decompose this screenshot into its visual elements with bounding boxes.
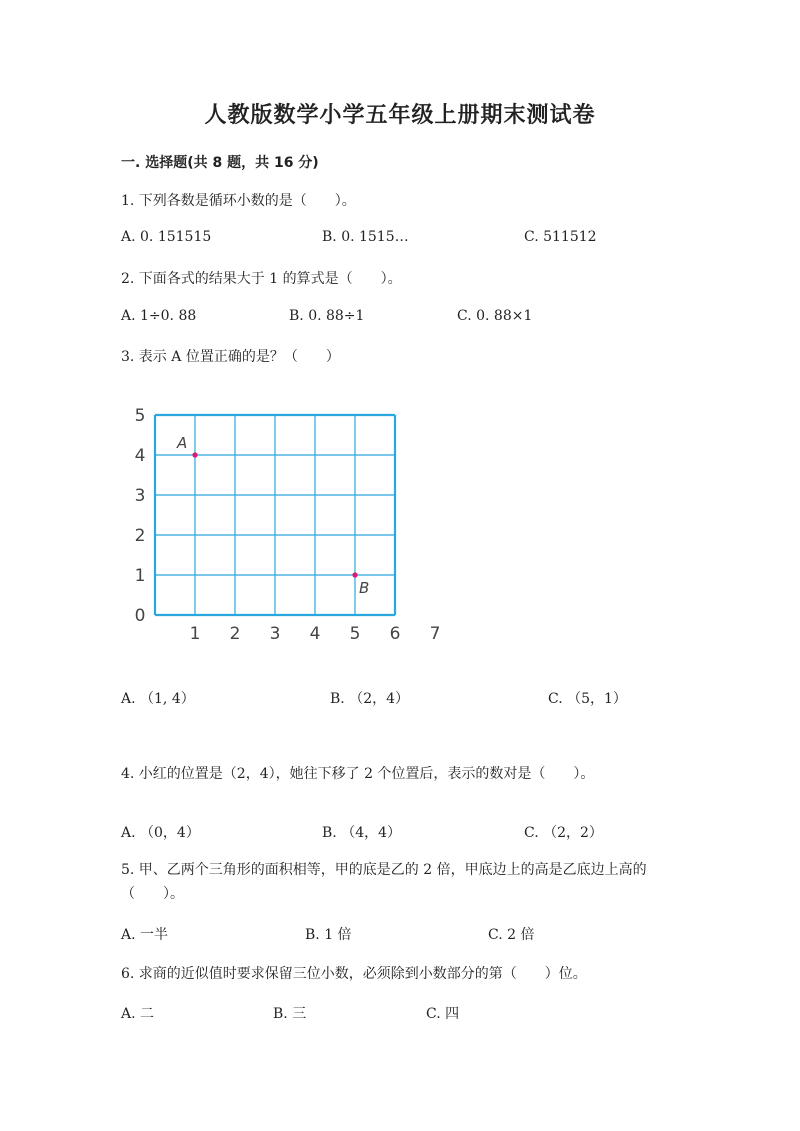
- question-1-option-c: C. 511512: [524, 229, 597, 245]
- x-tick-label: 2: [229, 624, 241, 644]
- coordinate-grid-figure: [120, 395, 460, 645]
- page-title: 人教版数学小学五年级上册期末测试卷: [204, 103, 596, 128]
- y-tick-label: 2: [134, 526, 146, 546]
- question-2-stem: 2. 下面各式的结果大于 1 的算式是（ ）。: [121, 271, 402, 287]
- point-b-label: B: [359, 579, 370, 597]
- question-2-option-b: B. 0. 88÷1: [289, 308, 365, 324]
- x-tick-label: 4: [309, 624, 321, 644]
- point-a-marker: [192, 452, 197, 457]
- question-4-stem: 4. 小红的位置是（2，4），她往下移了 2 个位置后，表示的数对是（ ）。: [121, 766, 595, 782]
- question-1-option-a: A. 0. 151515: [121, 229, 212, 245]
- question-5-option-c: C. 2 倍: [488, 927, 535, 943]
- x-tick-label: 7: [429, 624, 441, 644]
- y-tick-label: 4: [134, 446, 146, 466]
- question-6-option-c: C. 四: [426, 1006, 460, 1022]
- question-3-option-a: A. （1, 4）: [121, 691, 195, 707]
- question-6-option-b: B. 三: [273, 1006, 307, 1022]
- question-3-stem: 3. 表示 A 位置正确的是？（ ）: [121, 349, 340, 365]
- question-1-option-b: B. 0. 1515…: [322, 229, 409, 245]
- question-5-stem: 5. 甲、乙两个三角形的面积相等，甲的底是乙的 2 倍，甲底边上的高是乙底边上高的（ ）。: [121, 862, 647, 902]
- x-tick-label: 6: [389, 624, 401, 644]
- question-3-option-c: C. （5，1）: [548, 691, 627, 707]
- x-tick-label: 1: [189, 624, 201, 644]
- point-b-marker: [352, 572, 357, 577]
- y-tick-label: 0: [134, 606, 146, 626]
- question-4-option-a: A. （0，4）: [121, 825, 200, 841]
- question-2-option-c: C. 0. 88×1: [457, 308, 533, 324]
- question-5-option-a: A. 一半: [121, 927, 169, 943]
- y-tick-label: 5: [134, 406, 146, 426]
- question-1-stem: 1. 下列各数是循环小数的是（ ）。: [121, 193, 356, 209]
- x-tick-label: 5: [349, 624, 361, 644]
- question-4-option-b: B. （4，4）: [322, 825, 402, 841]
- y-tick-label: 3: [134, 486, 146, 506]
- section-heading: 一. 选择题(共 8 题，共 16 分): [121, 155, 319, 171]
- y-tick-label: 1: [134, 566, 146, 586]
- question-2-option-a: A. 1÷0. 88: [121, 308, 197, 324]
- question-5-option-b: B. 1 倍: [305, 927, 352, 943]
- point-a-label: A: [177, 434, 188, 452]
- question-3-option-b: B. （2，4）: [330, 691, 410, 707]
- question-6-option-a: A. 二: [121, 1006, 155, 1022]
- question-6-stem: 6. 求商的近似值时要求保留三位小数，必须除到小数部分的第（ ）位。: [121, 966, 587, 982]
- question-4-option-c: C. （2，2）: [524, 825, 603, 841]
- x-tick-label: 3: [269, 624, 281, 644]
